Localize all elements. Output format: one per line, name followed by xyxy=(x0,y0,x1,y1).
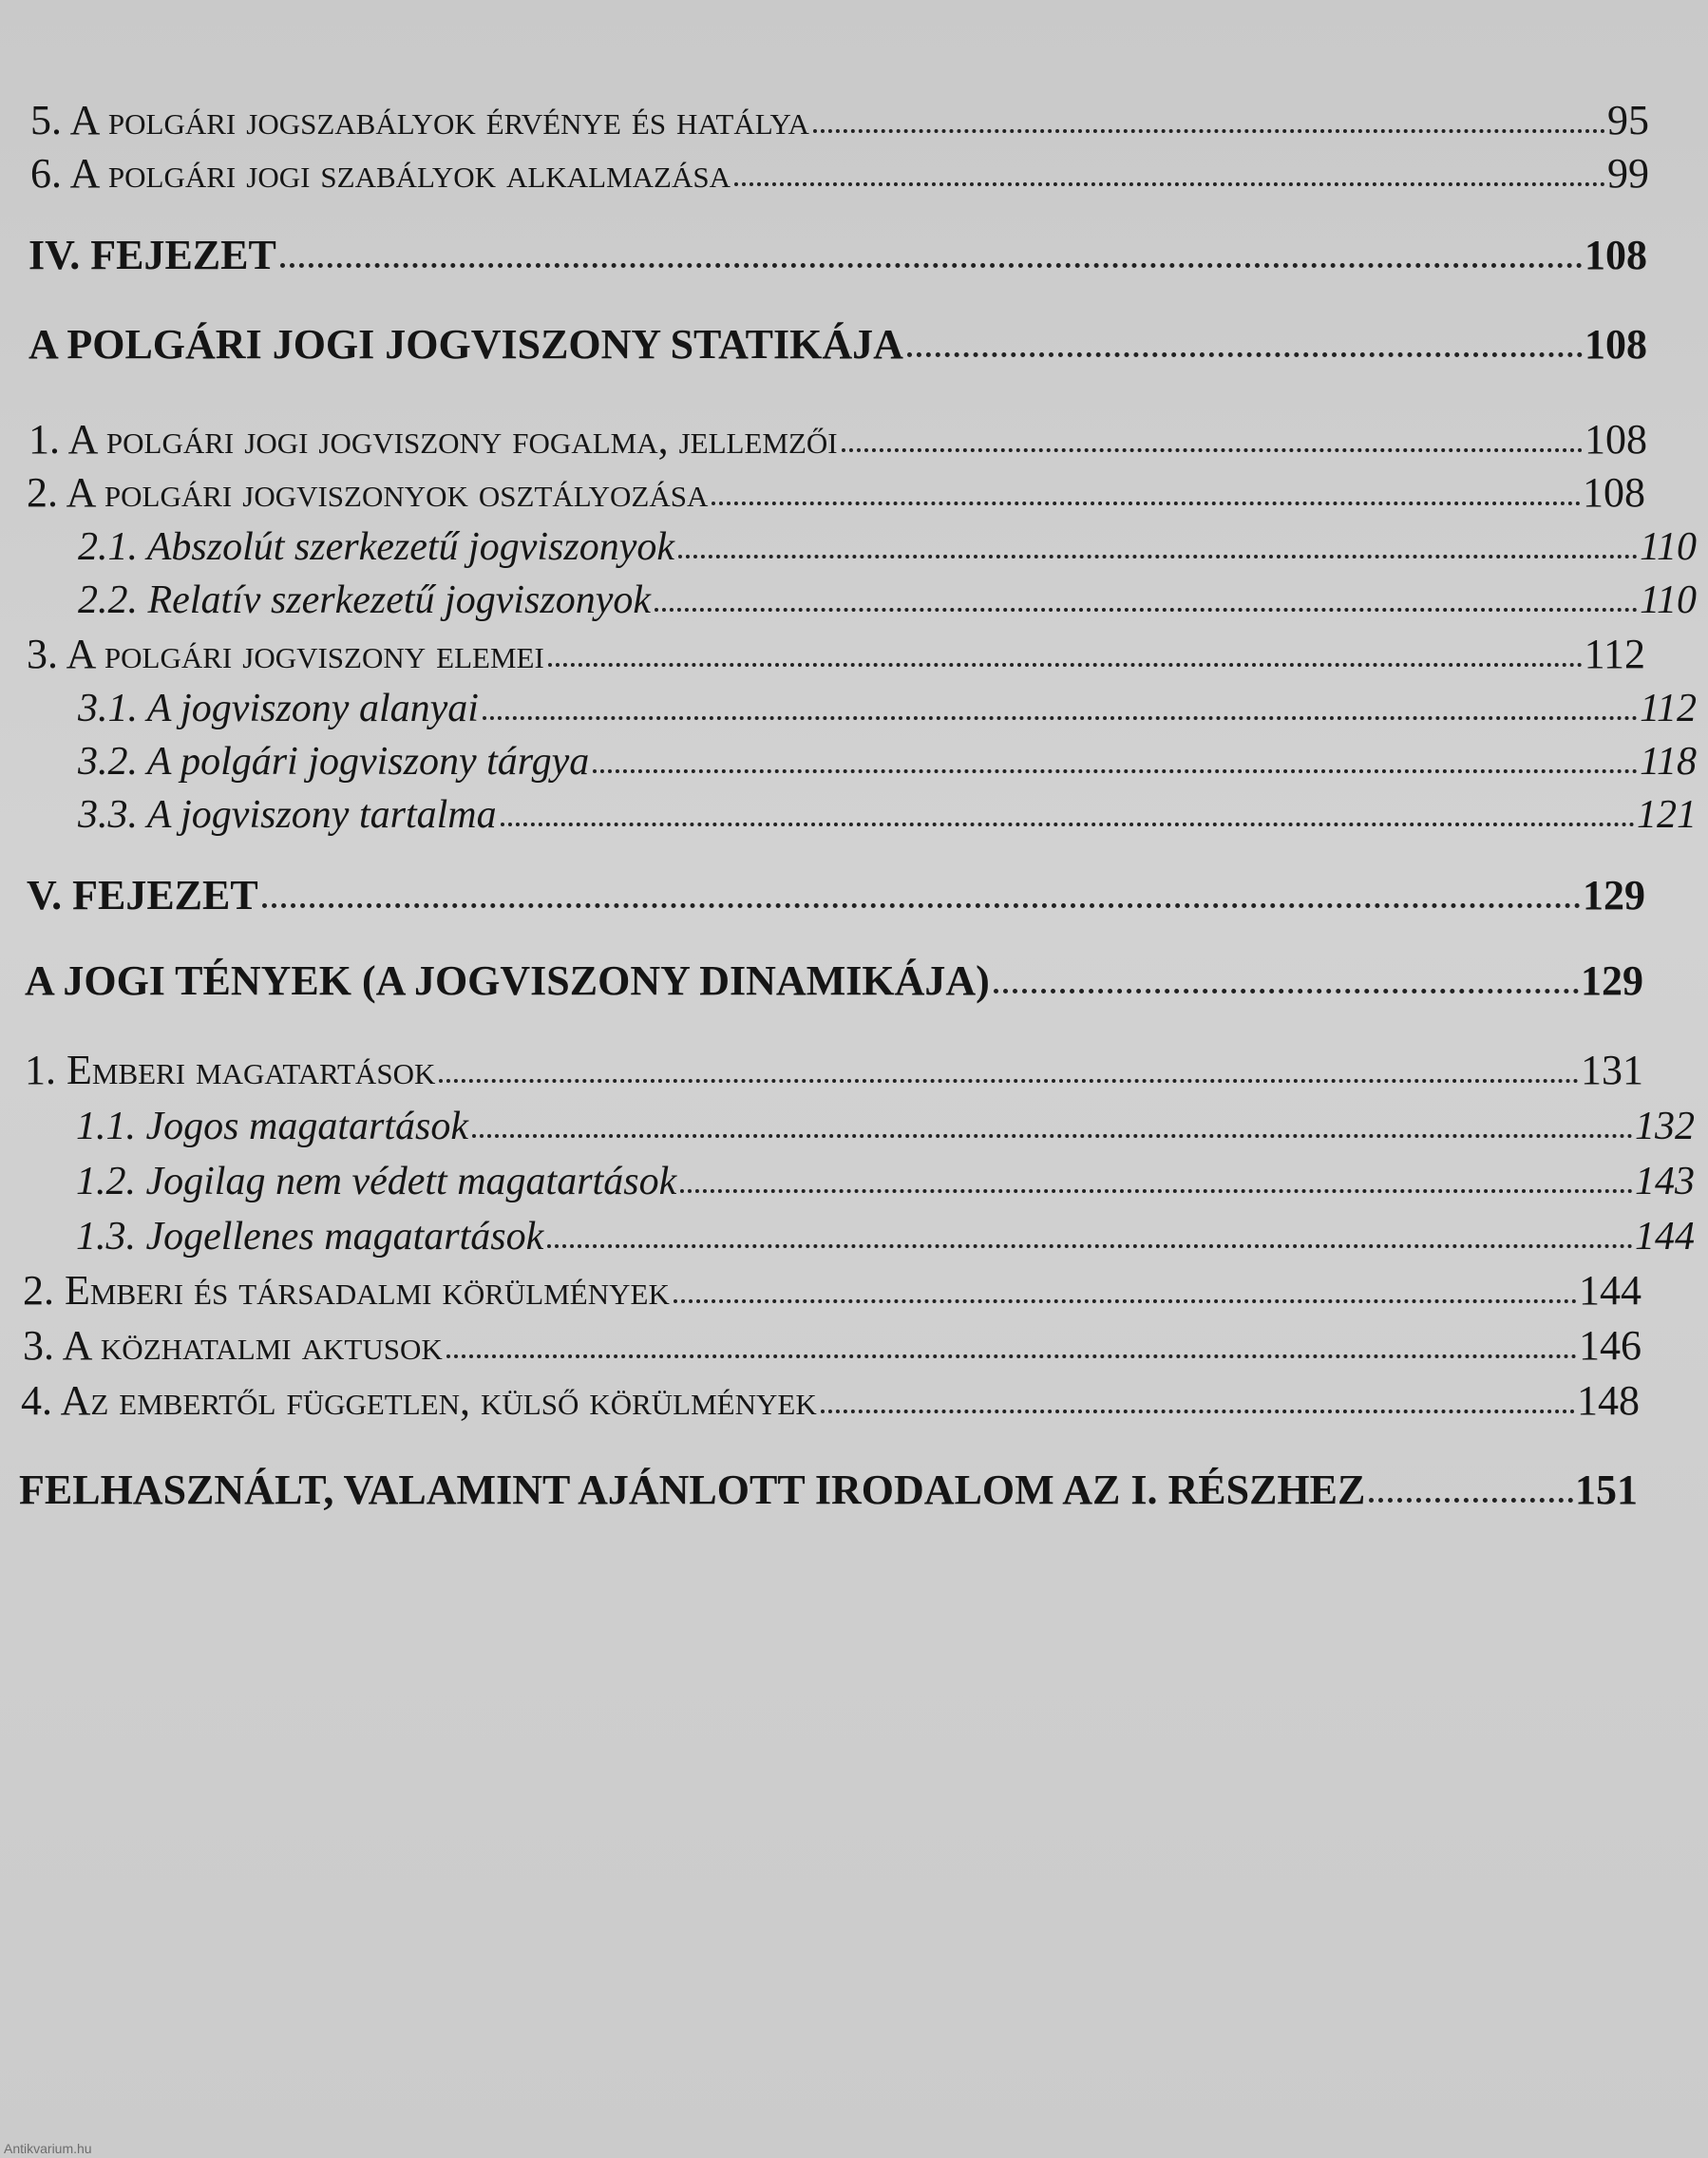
toc-entry-label: 1.3. Jogellenes magatartások xyxy=(76,1215,544,1259)
toc-entry-page: 146 xyxy=(1579,1322,1642,1369)
toc-subentry xyxy=(0,513,1708,570)
toc-entry xyxy=(0,1313,1645,1370)
toc-entry-page: 144 xyxy=(1579,1267,1642,1314)
leader-dots xyxy=(439,1079,1579,1083)
leader-dots xyxy=(821,1410,1575,1413)
toc-entry-page: 110 xyxy=(1640,525,1697,569)
toc-entry xyxy=(0,621,1659,678)
toc-chapter-title xyxy=(0,312,1659,369)
toc-entry-page: 118 xyxy=(1640,740,1697,784)
leader-dots xyxy=(680,1189,1633,1193)
toc-subentry xyxy=(0,781,1704,838)
leader-dots xyxy=(547,1244,1633,1248)
toc-subentry xyxy=(0,728,1704,785)
toc-entry-label: 6. A polgári jogi szabályok alkalmazása xyxy=(30,150,731,197)
toc-entry-label: 3. A polgári jogviszony elemei xyxy=(27,631,544,677)
toc-entry-page: 110 xyxy=(1640,578,1697,622)
leader-dots xyxy=(593,769,1638,773)
toc-entry xyxy=(0,1037,1653,1094)
toc-entry-label: 3.2. A polgári jogviszony tárgya xyxy=(78,740,590,784)
leader-dots xyxy=(712,502,1581,505)
toc-entry-label: 3.1. A jogviszony alanyai xyxy=(78,687,479,730)
toc-subentry xyxy=(0,1147,1700,1204)
toc-entry-page: 95 xyxy=(1607,97,1649,143)
toc-entry-page: 144 xyxy=(1635,1215,1695,1259)
leader-dots xyxy=(483,716,1638,720)
toc-subentry xyxy=(0,674,1706,731)
leader-dots xyxy=(813,129,1605,133)
toc-chapter-label: A POLGÁRI JOGI JOGVISZONY STATIKÁJA xyxy=(28,321,903,368)
toc-chapter-page: 129 xyxy=(1583,872,1645,918)
toc-entry-page: 132 xyxy=(1635,1105,1695,1148)
toc-entry xyxy=(0,87,1661,144)
toc-entry-page: 108 xyxy=(1585,416,1647,463)
toc-entry-label: 2.1. Abszolút szerkezetű jogviszonyok xyxy=(78,525,674,569)
toc-entry-page: 99 xyxy=(1607,150,1649,197)
toc-entry-page: 112 xyxy=(1584,631,1645,677)
toc-entry xyxy=(0,141,1661,198)
toc-entry-page: 108 xyxy=(1583,469,1645,516)
toc-chapter xyxy=(0,222,1659,279)
toc-entry-label: 1. Emberi magatartások xyxy=(25,1047,436,1093)
watermark: Antikvarium.hu xyxy=(4,2141,92,2156)
toc-entry xyxy=(0,1258,1645,1315)
toc-entry-page: 112 xyxy=(1640,687,1697,730)
leader-dots xyxy=(842,448,1583,452)
leader-dots xyxy=(655,608,1638,612)
toc-entry-page: 131 xyxy=(1581,1047,1643,1093)
toc-chapter-title xyxy=(0,948,1651,1005)
toc-subentry xyxy=(0,1092,1700,1149)
toc-entry-page: 121 xyxy=(1637,793,1697,837)
leader-dots xyxy=(446,1354,1577,1358)
leader-dots xyxy=(907,352,1583,357)
leader-dots xyxy=(548,663,1583,667)
toc-chapter xyxy=(0,862,1653,919)
toc-entry-label: 5. A polgári jogszabályok érvénye és hatálya xyxy=(30,97,809,143)
leader-dots xyxy=(262,903,1581,908)
leader-dots xyxy=(472,1134,1633,1138)
toc-entry-label: 2.2. Relatív szerkezetű jogviszonyok xyxy=(78,578,652,622)
leader-dots xyxy=(280,263,1583,268)
toc-entry xyxy=(0,1368,1643,1425)
toc-chapter-page: 151 xyxy=(1575,1467,1638,1513)
toc-chapter xyxy=(0,1457,1647,1514)
leader-dots xyxy=(674,1299,1577,1303)
toc-entry-page: 143 xyxy=(1635,1160,1695,1203)
toc-subentry xyxy=(0,566,1708,623)
leader-dots xyxy=(501,823,1635,826)
toc-entry-page: 148 xyxy=(1577,1377,1640,1424)
leader-dots xyxy=(1369,1498,1573,1503)
leader-dots xyxy=(678,555,1638,558)
toc-chapter-label: IV. FEJEZET xyxy=(28,232,276,278)
toc-entry-label: 2. A polgári jogviszonyok osztályozása xyxy=(27,469,709,516)
toc-chapter-page: 108 xyxy=(1585,232,1647,278)
toc-entry-label: 4. Az embertől független, külső körülmények xyxy=(21,1377,817,1424)
leader-dots xyxy=(734,182,1605,186)
toc-chapter-label: A JOGI TÉNYEK (A JOGVISZONY DINAMIKÁJA) xyxy=(25,957,990,1004)
toc-entry-label: 3.3. A jogviszony tartalma xyxy=(78,793,497,837)
toc-entry-label: 1.2. Jogilag nem védett magatartások xyxy=(76,1160,677,1203)
toc-entry xyxy=(0,460,1659,517)
toc-chapter-page: 108 xyxy=(1585,321,1647,368)
toc-chapter-label: FELHASZNÁLT, VALAMINT AJÁNLOTT IRODALOM AZ I. RÉSZHEZ xyxy=(19,1467,1366,1513)
toc-entry-label: 3. A közhatalmi aktusok xyxy=(23,1322,443,1369)
toc-entry xyxy=(0,407,1661,464)
toc-entry-label: 2. Emberi és társadalmi körülmények xyxy=(23,1267,670,1314)
leader-dots xyxy=(994,989,1579,994)
toc-subentry xyxy=(0,1202,1699,1259)
toc-entry-label: 1.1. Jogos magatartások xyxy=(76,1105,468,1148)
toc-entry-label: 1. A polgári jogi jogviszony fogalma, jellemzői xyxy=(28,416,838,463)
toc-chapter-page: 129 xyxy=(1581,957,1643,1004)
toc-chapter-label: V. FEJEZET xyxy=(27,872,258,918)
